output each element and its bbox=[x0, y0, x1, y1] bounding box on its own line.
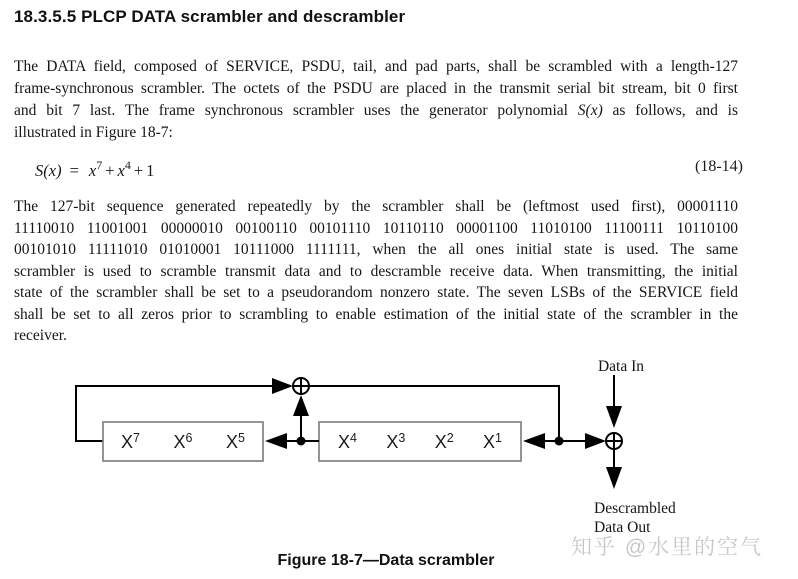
text-line: shall be set to all zeros prior to scrambling to enable estimation of the initial state of the scrambler in the bbox=[14, 305, 738, 323]
plus-sign: + bbox=[133, 161, 144, 180]
text-line: frame-synchronous scrambler. The octets of the PSDU are placed in the transmit serial bit stream, bit 0 first bbox=[14, 80, 738, 97]
junction-dot bbox=[297, 437, 306, 446]
figure-18-7-diagram bbox=[0, 355, 798, 555]
paragraph-sequence bbox=[14, 196, 738, 347]
text-line: 11110010 11001001 00000010 00100110 00101110 10110110 00001100 11010100 11100111 10110100 bbox=[14, 219, 738, 237]
equation-number: (18-14) bbox=[695, 158, 743, 175]
constant-term: 1 bbox=[146, 161, 155, 180]
figure-caption: Figure 18-7—Data scrambler bbox=[277, 552, 495, 569]
equation-lhs: S(x) bbox=[35, 161, 62, 180]
text-line: 00101010 11111010 01010001 10111000 1111111, when the all ones initial state is used. The same bbox=[14, 241, 738, 258]
register-labels-x4x3x2x1 bbox=[319, 422, 521, 461]
junction-dot bbox=[555, 437, 564, 446]
arrow-head bbox=[293, 395, 309, 416]
data-in-label: Data In bbox=[597, 358, 645, 375]
text-line: illustrated in Figure 18-7: bbox=[14, 124, 173, 141]
text-line: receiver. bbox=[14, 327, 67, 344]
register-labels-x7x6x5 bbox=[103, 422, 263, 461]
arrow-head bbox=[265, 433, 287, 449]
text-line: scrambler is used to scramble transmit data and to descramble receive data. When transmitting, the initial bbox=[14, 262, 738, 280]
arrow-head bbox=[606, 467, 622, 489]
term-exponent: 4 bbox=[124, 158, 131, 172]
register-stage-label: $X^7$ bbox=[121, 430, 140, 452]
term-exponent: 7 bbox=[96, 158, 103, 172]
equation-expression bbox=[35, 158, 154, 181]
polynomial-symbol: S(x) bbox=[577, 102, 603, 119]
xor-gate-icon bbox=[293, 378, 309, 394]
equation-18-14 bbox=[0, 155, 798, 185]
register-stage-label: $X^5$ bbox=[226, 430, 245, 452]
section-heading: 18.3.5.5 PLCP DATA scrambler and descrambler bbox=[14, 7, 406, 26]
text-line: The 127-bit sequence generated repeatedly by the scrambler shall be (leftmost used first), 00001110 bbox=[14, 198, 738, 215]
text-line bbox=[14, 100, 738, 122]
data-out-label-line: Data Out bbox=[594, 518, 651, 536]
term-base: x bbox=[88, 161, 97, 180]
register-stage-label: $X^6$ bbox=[173, 430, 193, 452]
register-stage-label: $X^1$ bbox=[483, 430, 502, 452]
arrow-head bbox=[585, 433, 606, 449]
register-stage-label: $X^4$ bbox=[338, 430, 357, 452]
arrow-head bbox=[606, 406, 622, 428]
text-line: The DATA field, composed of SERVICE, PSDU, tail, and pad parts, shall be scrambled with a length-127 bbox=[14, 58, 738, 75]
register-stage-label: $X^2$ bbox=[434, 430, 454, 452]
text-segment: as follows, and is bbox=[602, 102, 738, 119]
register-stage-label: $X^3$ bbox=[386, 430, 406, 452]
term-base: x bbox=[117, 161, 125, 180]
arrow-head bbox=[523, 433, 545, 449]
xor-gate-icon bbox=[606, 433, 622, 449]
arrow-head bbox=[272, 378, 293, 394]
watermark: 知乎 @水里的空气 bbox=[571, 536, 764, 559]
equals-sign: = bbox=[69, 161, 79, 180]
text-segment: and bit 7 last. The frame synchronous scrambler uses the generator polynomial bbox=[14, 102, 578, 119]
plus-sign: + bbox=[105, 161, 115, 180]
paragraph-intro bbox=[14, 56, 738, 144]
data-out-label-line: Descrambled bbox=[594, 500, 676, 517]
text-line: state of the scrambler shall be set to a pseudorandom nonzero state. The seven LSBs of the SERVICE field bbox=[14, 284, 738, 301]
